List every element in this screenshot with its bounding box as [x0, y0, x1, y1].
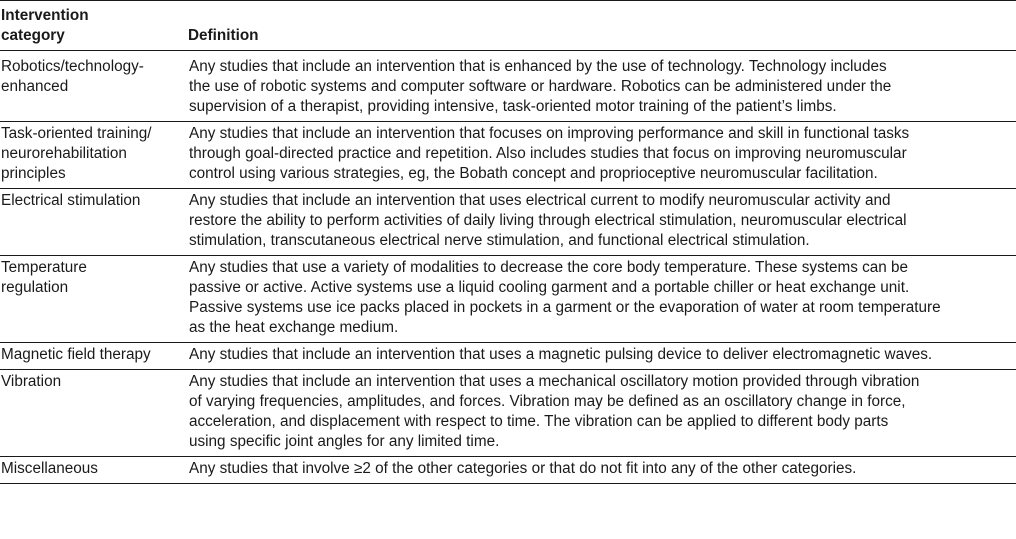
definition-cell: Any studies that include an intervention that is enhanced by the use of technology. Technology includes the use of robotic systems and computer software or hardware. Robotics can be administered under the supervision of a therapist, providing intensive, task-oriented motor training of the patient’s limbs. [189, 58, 892, 115]
table-row [0, 256, 1016, 343]
definition-cell: Any studies that include an intervention that uses a magnetic pulsing device to deliver electromagnetic waves. [189, 346, 933, 363]
category-cell: Robotics/technology- enhanced [1, 58, 144, 95]
definition-cell: Any studies that involve ≥2 of the other categories or that do not fit into any of the other categories. [189, 460, 857, 477]
definition-cell: Any studies that include an intervention that focuses on improving performance and skill in functional tasks through goal-directed practice and repetition. Also includes studies that focus on improving neuromuscular control using various strategies, eg, the Bobath concept and proprioceptive neuromuscular facilitation. [189, 125, 910, 182]
definition-cell: Any studies that use a variety of modalities to decrease the core body temperature. These systems can be passive or active. Active systems use a liquid cooling garment and a portable chiller or heat exchange unit. Passive systems use ice packs placed in pockets in a garment or the evaporation of water at room temperature as the heat exchange medium. [189, 259, 941, 336]
category-cell: Temperature regulation [1, 259, 87, 296]
definition-cell: Any studies that include an intervention that uses electrical current to modify neuromuscular activity and restore the ability to perform activities of daily living through electrical stimulation, neuromuscular electrical stimulation, transcutaneous electrical nerve stimulation, and functional electrical stimulation. [189, 192, 907, 249]
header-definition: Definition [188, 27, 259, 44]
header-row [0, 1, 1016, 51]
table-row [0, 122, 1016, 189]
category-cell: Electrical stimulation [1, 192, 141, 209]
table-header [0, 1, 1016, 51]
table-row [0, 189, 1016, 256]
table-row [0, 370, 1016, 457]
table-row [0, 51, 1016, 122]
category-cell: Miscellaneous [1, 460, 98, 477]
category-cell: Vibration [1, 373, 62, 390]
table-body [0, 51, 1016, 484]
header-intervention-category: Intervention category [1, 7, 89, 44]
table-row [0, 343, 1016, 370]
definition-cell: Any studies that include an intervention that uses a mechanical oscillatory motion provided through vibration of varying frequencies, amplitudes, and forces. Vibration may be defined as an oscillatory change in force, acceleration, and displacement with respect to time. The vibration can be applied to different body parts using specific joint angles for any limited time. [189, 373, 920, 450]
category-cell: Task-oriented training/ neurorehabilitation principles [1, 125, 152, 182]
table-row [0, 457, 1016, 484]
category-cell: Magnetic field therapy [1, 346, 151, 363]
